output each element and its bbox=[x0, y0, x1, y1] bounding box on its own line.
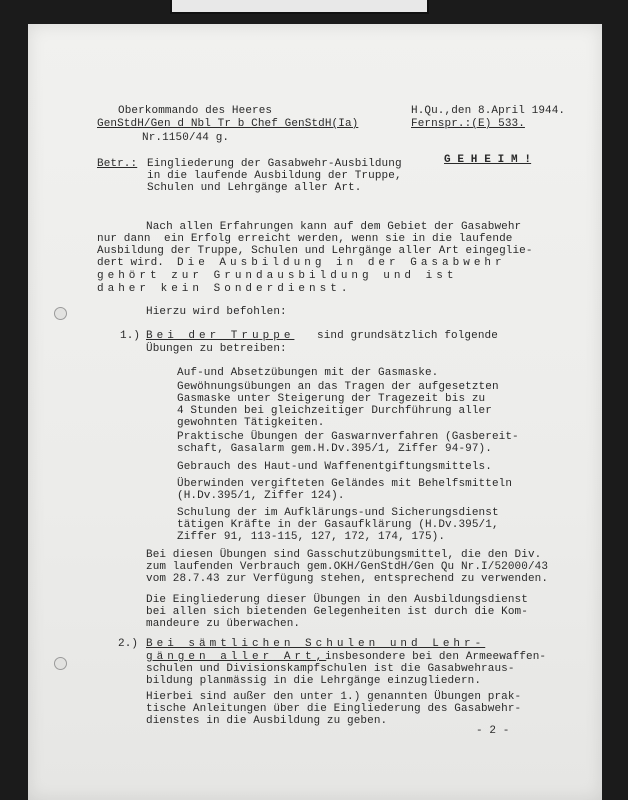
intro-line: Nach allen Erfahrungen kann auf dem Gebiet der Gasabwehr bbox=[146, 221, 522, 233]
subject-line: Schulen und Lehrgänge aller Art. bbox=[147, 182, 362, 194]
exercise-line: Schulung der im Aufklärungs-und Sicherungsdienst bbox=[177, 507, 499, 519]
note-line: mandeure zu überwachen. bbox=[146, 618, 301, 630]
note-line: zum laufenden Verbrauch gem.OKH/GenStdH/Gen Qu Nr.I/52000/43 bbox=[146, 561, 549, 573]
item-1-heading: Bei der Truppe bbox=[146, 330, 295, 342]
exercise-line: Gasmaske unter Steigerung der Tragezeit bis zu bbox=[177, 393, 486, 405]
note-line: Bei diesen Übungen sind Gasschutzübungsmittel, die den Div. bbox=[146, 549, 542, 561]
intro-spaced-line: gehört zur Grundausbildung und ist bbox=[97, 270, 458, 282]
secret-classification: G E H E I M ! bbox=[444, 154, 532, 166]
place-date: H.Qu.,den 8.April 1944. bbox=[411, 105, 566, 117]
note-line: bei allen sich bietenden Gelegenheiten ist durch die Kom- bbox=[146, 606, 528, 618]
exercise-line: Auf-und Absetzübungen mit der Gasmaske. bbox=[177, 367, 439, 379]
item-1-line-2: Übungen zu betreiben: bbox=[146, 343, 287, 355]
note-line: tische Anleitungen über die Eingliederung des Gasabwehr- bbox=[146, 703, 522, 715]
intro-spaced-line: Die Ausbildung in der Gasabwehr bbox=[177, 257, 506, 269]
exercise-line: Gewöhnungsübungen an das Tragen der aufgesetzten bbox=[177, 381, 499, 393]
note-line: vom 28.7.43 zur Verfügung stehen, entsprechend zu verwenden. bbox=[146, 573, 549, 585]
phone-number: Fernspr.:(E) 533. bbox=[411, 118, 525, 130]
exercise-line: Ziffer 91, 113-115, 127, 172, 174, 175). bbox=[177, 531, 446, 543]
note-line: dienstes in die Ausbildung zu geben. bbox=[146, 715, 388, 727]
org-line-1: Oberkommando des Heeres bbox=[118, 105, 273, 117]
item-2-heading: gängen aller Art, bbox=[146, 651, 327, 663]
exercise-line: (H.Dv.395/1, Ziffer 124). bbox=[177, 490, 345, 502]
exercise-line: schaft, Gasalarm gem.H.Dv.395/1, Ziffer 94-97). bbox=[177, 443, 492, 455]
exercise-line: tätigen Kräfte in der Gasaufklärung (H.Dv.395/1, bbox=[177, 519, 499, 531]
reference-number: Nr.1150/44 g. bbox=[142, 132, 230, 144]
item-2-heading-rest: insbesondere bei den Armeewaffen- bbox=[325, 651, 547, 663]
exercise-line: gewohnten Tätigkeiten. bbox=[177, 417, 325, 429]
page-marker: - 2 - bbox=[476, 725, 510, 737]
subject-line: Eingliederung der Gasabwehr-Ausbildung bbox=[147, 158, 402, 170]
item-2-number: 2.) bbox=[118, 638, 139, 650]
order-line: Hierzu wird befohlen: bbox=[146, 306, 287, 318]
item-1-heading-rest: sind grundsätzlich folgende bbox=[317, 330, 498, 342]
subject-line: in die laufende Ausbildung der Truppe, bbox=[147, 170, 402, 182]
intro-spaced-line: daher kein Sonderdienst. bbox=[97, 283, 352, 295]
punch-hole-top bbox=[54, 307, 67, 320]
intro-line: nur dann ein Erfolg erreicht werden, wenn sie in die laufende bbox=[97, 233, 513, 245]
note-line: Hierbei sind außer den unter 1.) genannten Übungen prak- bbox=[146, 691, 522, 703]
exercise-line: 4 Stunden bei gleichzeitiger Durchführung aller bbox=[177, 405, 492, 417]
item-1-number: 1.) bbox=[120, 330, 141, 342]
item-2-line: schulen und Divisionskampfschulen ist die Gasabwehraus- bbox=[146, 663, 515, 675]
item-2-line: bildung planmässig in die Lehrgänge einzugliedern. bbox=[146, 675, 482, 687]
intro-line: Ausbildung der Truppe, Schulen und Lehrgänge aller Art eingeglie- bbox=[97, 245, 533, 257]
punch-hole-bottom bbox=[54, 657, 67, 670]
subject-label: Betr.: bbox=[97, 158, 138, 170]
top-edge-card bbox=[170, 0, 429, 14]
intro-line: dert wird. bbox=[97, 257, 165, 269]
exercise-line: Überwinden vergifteten Geländes mit Behelfsmitteln bbox=[177, 478, 513, 490]
item-2-heading: Bei sämtlichen Schulen und Lehr- bbox=[146, 638, 486, 650]
org-line-2: GenStdH/Gen d Nbl Tr b Chef GenStdH(Ia) bbox=[97, 118, 359, 130]
note-line: Die Eingliederung dieser Übungen in den Ausbildungsdienst bbox=[146, 594, 528, 606]
exercise-line: Gebrauch des Haut-und Waffenentgiftungsmittels. bbox=[177, 461, 492, 473]
exercise-line: Praktische Übungen der Gaswarnverfahren (Gasbereit- bbox=[177, 431, 519, 443]
